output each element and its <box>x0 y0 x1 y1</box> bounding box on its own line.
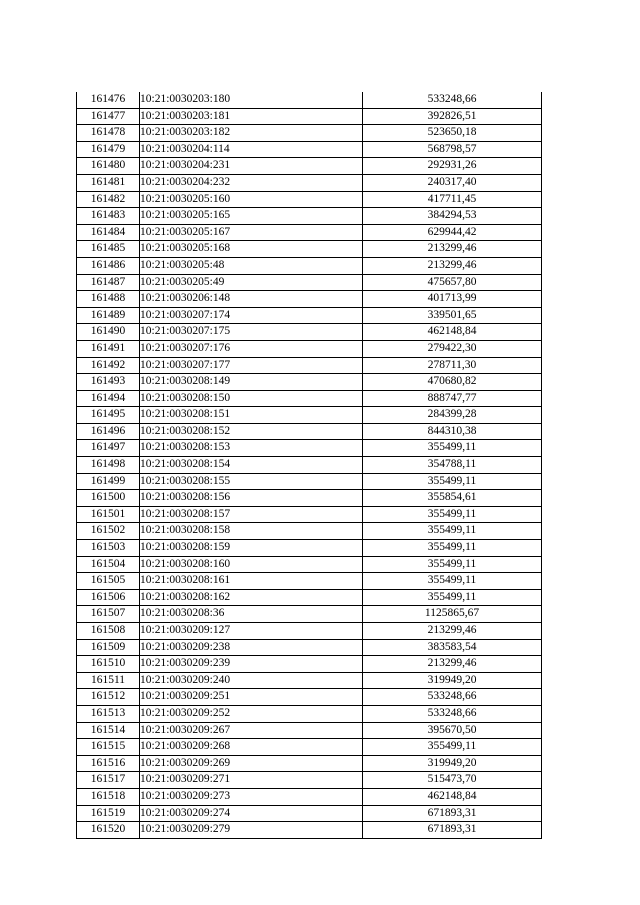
cadastral-value-cell: 355499,11 <box>363 473 542 490</box>
cadastral-value-cell: 629944,42 <box>363 224 542 241</box>
cadastral-value-cell: 319949,20 <box>363 672 542 689</box>
cadastral-number-cell: 10:21:0030208:160 <box>140 556 363 573</box>
cadastral-value-cell: 395670,50 <box>363 722 542 739</box>
cadastral-value-cell: 523650,18 <box>363 125 542 142</box>
cadastral-value-cell: 339501,65 <box>363 307 542 324</box>
cadastral-value-cell: 213299,46 <box>363 623 542 640</box>
table-row <box>77 490 542 507</box>
cadastral-value-cell: 240317,40 <box>363 174 542 191</box>
row-number-cell: 161500 <box>77 490 140 507</box>
table-body <box>77 92 542 838</box>
table-row <box>77 523 542 540</box>
row-number-cell: 161476 <box>77 92 140 108</box>
row-number-cell: 161512 <box>77 689 140 706</box>
row-number-cell: 161486 <box>77 257 140 274</box>
cadastral-value-cell: 292931,26 <box>363 158 542 175</box>
table-row <box>77 423 542 440</box>
cadastral-number-cell: 10:21:0030207:176 <box>140 340 363 357</box>
cadastral-number-cell: 10:21:0030205:160 <box>140 191 363 208</box>
cadastral-number-cell: 10:21:0030205:168 <box>140 241 363 258</box>
row-number-cell: 161487 <box>77 274 140 291</box>
table-row <box>77 772 542 789</box>
cadastral-number-cell: 10:21:0030205:48 <box>140 257 363 274</box>
row-number-cell: 161499 <box>77 473 140 490</box>
cadastral-value-cell: 213299,46 <box>363 257 542 274</box>
cadastral-value-cell: 278711,30 <box>363 357 542 374</box>
table-row <box>77 689 542 706</box>
table-row <box>77 540 542 557</box>
cadastral-value-cell: 568798,57 <box>363 141 542 158</box>
cadastral-number-cell: 10:21:0030206:148 <box>140 291 363 308</box>
table-row <box>77 340 542 357</box>
table-row <box>77 589 542 606</box>
table-row <box>77 390 542 407</box>
table-row <box>77 307 542 324</box>
table-row <box>77 788 542 805</box>
row-number-cell: 161492 <box>77 357 140 374</box>
table-row <box>77 672 542 689</box>
row-number-cell: 161481 <box>77 174 140 191</box>
cadastral-value-cell: 355499,11 <box>363 523 542 540</box>
table-row <box>77 108 542 125</box>
table-row <box>77 291 542 308</box>
cadastral-value-cell: 355499,11 <box>363 440 542 457</box>
cadastral-number-cell: 10:21:0030208:150 <box>140 390 363 407</box>
table-row <box>77 141 542 158</box>
cadastral-value-cell: 417711,45 <box>363 191 542 208</box>
table-row <box>77 805 542 822</box>
table-row <box>77 506 542 523</box>
cadastral-value-cell: 355854,61 <box>363 490 542 507</box>
cadastral-value-cell: 355499,11 <box>363 739 542 756</box>
table-row <box>77 257 542 274</box>
cadastral-value-cell: 1125865,67 <box>363 606 542 623</box>
table-row <box>77 274 542 291</box>
cadastral-number-cell: 10:21:0030208:154 <box>140 457 363 474</box>
cadastral-number-cell: 10:21:0030207:175 <box>140 324 363 341</box>
cadastral-value-cell: 533248,66 <box>363 705 542 722</box>
row-number-cell: 161489 <box>77 307 140 324</box>
cadastral-number-cell: 10:21:0030203:181 <box>140 108 363 125</box>
table-row <box>77 158 542 175</box>
cadastral-number-cell: 10:21:0030208:157 <box>140 506 363 523</box>
cadastral-number-cell: 10:21:0030208:162 <box>140 589 363 606</box>
cadastral-number-cell: 10:21:0030209:279 <box>140 822 363 839</box>
cadastral-value-cell: 279422,30 <box>363 340 542 357</box>
row-number-cell: 161485 <box>77 241 140 258</box>
cadastral-value-cell: 355499,11 <box>363 573 542 590</box>
cadastral-number-cell: 10:21:0030207:174 <box>140 307 363 324</box>
row-number-cell: 161507 <box>77 606 140 623</box>
cadastral-value-cell: 213299,46 <box>363 241 542 258</box>
cadastral-number-cell: 10:21:0030208:158 <box>140 523 363 540</box>
row-number-cell: 161510 <box>77 656 140 673</box>
table-row <box>77 722 542 739</box>
row-number-cell: 161517 <box>77 772 140 789</box>
row-number-cell: 161498 <box>77 457 140 474</box>
cadastral-number-cell: 10:21:0030209:267 <box>140 722 363 739</box>
row-number-cell: 161513 <box>77 705 140 722</box>
cadastral-number-cell: 10:21:0030208:149 <box>140 374 363 391</box>
row-number-cell: 161488 <box>77 291 140 308</box>
row-number-cell: 161508 <box>77 623 140 640</box>
row-number-cell: 161516 <box>77 755 140 772</box>
table-row <box>77 705 542 722</box>
cadastral-number-cell: 10:21:0030208:156 <box>140 490 363 507</box>
row-number-cell: 161494 <box>77 390 140 407</box>
row-number-cell: 161518 <box>77 788 140 805</box>
cadastral-number-cell: 10:21:0030205:49 <box>140 274 363 291</box>
cadastral-value-cell: 470680,82 <box>363 374 542 391</box>
table-row <box>77 457 542 474</box>
cadastral-value-cell: 533248,66 <box>363 92 542 108</box>
cadastral-number-cell: 10:21:0030208:153 <box>140 440 363 457</box>
row-number-cell: 161496 <box>77 423 140 440</box>
cadastral-number-cell: 10:21:0030203:182 <box>140 125 363 142</box>
cadastral-value-cell: 384294,53 <box>363 208 542 225</box>
row-number-cell: 161519 <box>77 805 140 822</box>
cadastral-value-cell: 355499,11 <box>363 556 542 573</box>
cadastral-value-cell: 383583,54 <box>363 639 542 656</box>
cadastral-number-cell: 10:21:0030208:36 <box>140 606 363 623</box>
table-row <box>77 241 542 258</box>
cadastral-value-cell: 284399,28 <box>363 407 542 424</box>
table-row <box>77 324 542 341</box>
cadastral-number-cell: 10:21:0030204:114 <box>140 141 363 158</box>
row-number-cell: 161506 <box>77 589 140 606</box>
cadastral-number-cell: 10:21:0030209:239 <box>140 656 363 673</box>
cadastral-value-cell: 355499,11 <box>363 506 542 523</box>
table-row <box>77 440 542 457</box>
cadastral-number-cell: 10:21:0030207:177 <box>140 357 363 374</box>
row-number-cell: 161502 <box>77 523 140 540</box>
cadastral-number-cell: 10:21:0030209:268 <box>140 739 363 756</box>
row-number-cell: 161482 <box>77 191 140 208</box>
cadastral-value-cell: 401713,99 <box>363 291 542 308</box>
table-row <box>77 92 542 108</box>
cadastral-value-cell: 355499,11 <box>363 589 542 606</box>
table-row <box>77 174 542 191</box>
table-row <box>77 573 542 590</box>
cadastral-value-cell: 462148,84 <box>363 788 542 805</box>
cadastral-number-cell: 10:21:0030209:240 <box>140 672 363 689</box>
cadastral-value-cell: 213299,46 <box>363 656 542 673</box>
row-number-cell: 161483 <box>77 208 140 225</box>
cadastral-number-cell: 10:21:0030209:251 <box>140 689 363 706</box>
row-number-cell: 161501 <box>77 506 140 523</box>
row-number-cell: 161479 <box>77 141 140 158</box>
row-number-cell: 161514 <box>77 722 140 739</box>
cadastral-number-cell: 10:21:0030205:165 <box>140 208 363 225</box>
cadastral-value-cell: 515473,70 <box>363 772 542 789</box>
cadastral-number-cell: 10:21:0030209:273 <box>140 788 363 805</box>
cadastral-number-cell: 10:21:0030209:127 <box>140 623 363 640</box>
cadastral-value-table <box>76 92 542 839</box>
cadastral-value-cell: 392826,51 <box>363 108 542 125</box>
cadastral-number-cell: 10:21:0030208:152 <box>140 423 363 440</box>
cadastral-value-cell: 355499,11 <box>363 540 542 557</box>
cadastral-number-cell: 10:21:0030204:231 <box>140 158 363 175</box>
row-number-cell: 161495 <box>77 407 140 424</box>
cadastral-value-cell: 888747,77 <box>363 390 542 407</box>
row-number-cell: 161515 <box>77 739 140 756</box>
row-number-cell: 161478 <box>77 125 140 142</box>
cadastral-value-cell: 671893,31 <box>363 805 542 822</box>
row-number-cell: 161490 <box>77 324 140 341</box>
row-number-cell: 161497 <box>77 440 140 457</box>
table-row <box>77 191 542 208</box>
cadastral-value-cell: 319949,20 <box>363 755 542 772</box>
table-row <box>77 357 542 374</box>
cadastral-number-cell: 10:21:0030209:238 <box>140 639 363 656</box>
table-row <box>77 623 542 640</box>
cadastral-value-cell: 475657,80 <box>363 274 542 291</box>
cadastral-number-cell: 10:21:0030204:232 <box>140 174 363 191</box>
cadastral-number-cell: 10:21:0030203:180 <box>140 92 363 108</box>
cadastral-value-cell: 844310,38 <box>363 423 542 440</box>
cadastral-value-cell: 671893,31 <box>363 822 542 839</box>
cadastral-number-cell: 10:21:0030209:271 <box>140 772 363 789</box>
table-row <box>77 125 542 142</box>
table-row <box>77 556 542 573</box>
cadastral-number-cell: 10:21:0030209:252 <box>140 705 363 722</box>
row-number-cell: 161484 <box>77 224 140 241</box>
cadastral-value-cell: 533248,66 <box>363 689 542 706</box>
row-number-cell: 161503 <box>77 540 140 557</box>
table-row <box>77 374 542 391</box>
table-row <box>77 224 542 241</box>
cadastral-number-cell: 10:21:0030208:155 <box>140 473 363 490</box>
cadastral-number-cell: 10:21:0030208:151 <box>140 407 363 424</box>
table-row <box>77 656 542 673</box>
row-number-cell: 161511 <box>77 672 140 689</box>
cadastral-number-cell: 10:21:0030209:274 <box>140 805 363 822</box>
table-row <box>77 208 542 225</box>
table-row <box>77 822 542 839</box>
cadastral-number-cell: 10:21:0030209:269 <box>140 755 363 772</box>
cadastral-value-cell: 462148,84 <box>363 324 542 341</box>
row-number-cell: 161493 <box>77 374 140 391</box>
cadastral-number-cell: 10:21:0030208:161 <box>140 573 363 590</box>
cadastral-number-cell: 10:21:0030205:167 <box>140 224 363 241</box>
row-number-cell: 161480 <box>77 158 140 175</box>
row-number-cell: 161509 <box>77 639 140 656</box>
table-row <box>77 606 542 623</box>
row-number-cell: 161504 <box>77 556 140 573</box>
table-row <box>77 739 542 756</box>
row-number-cell: 161505 <box>77 573 140 590</box>
cadastral-value-cell: 354788,11 <box>363 457 542 474</box>
table-row <box>77 407 542 424</box>
table-row <box>77 755 542 772</box>
table-row <box>77 473 542 490</box>
table-row <box>77 639 542 656</box>
row-number-cell: 161477 <box>77 108 140 125</box>
cadastral-number-cell: 10:21:0030208:159 <box>140 540 363 557</box>
row-number-cell: 161520 <box>77 822 140 839</box>
row-number-cell: 161491 <box>77 340 140 357</box>
